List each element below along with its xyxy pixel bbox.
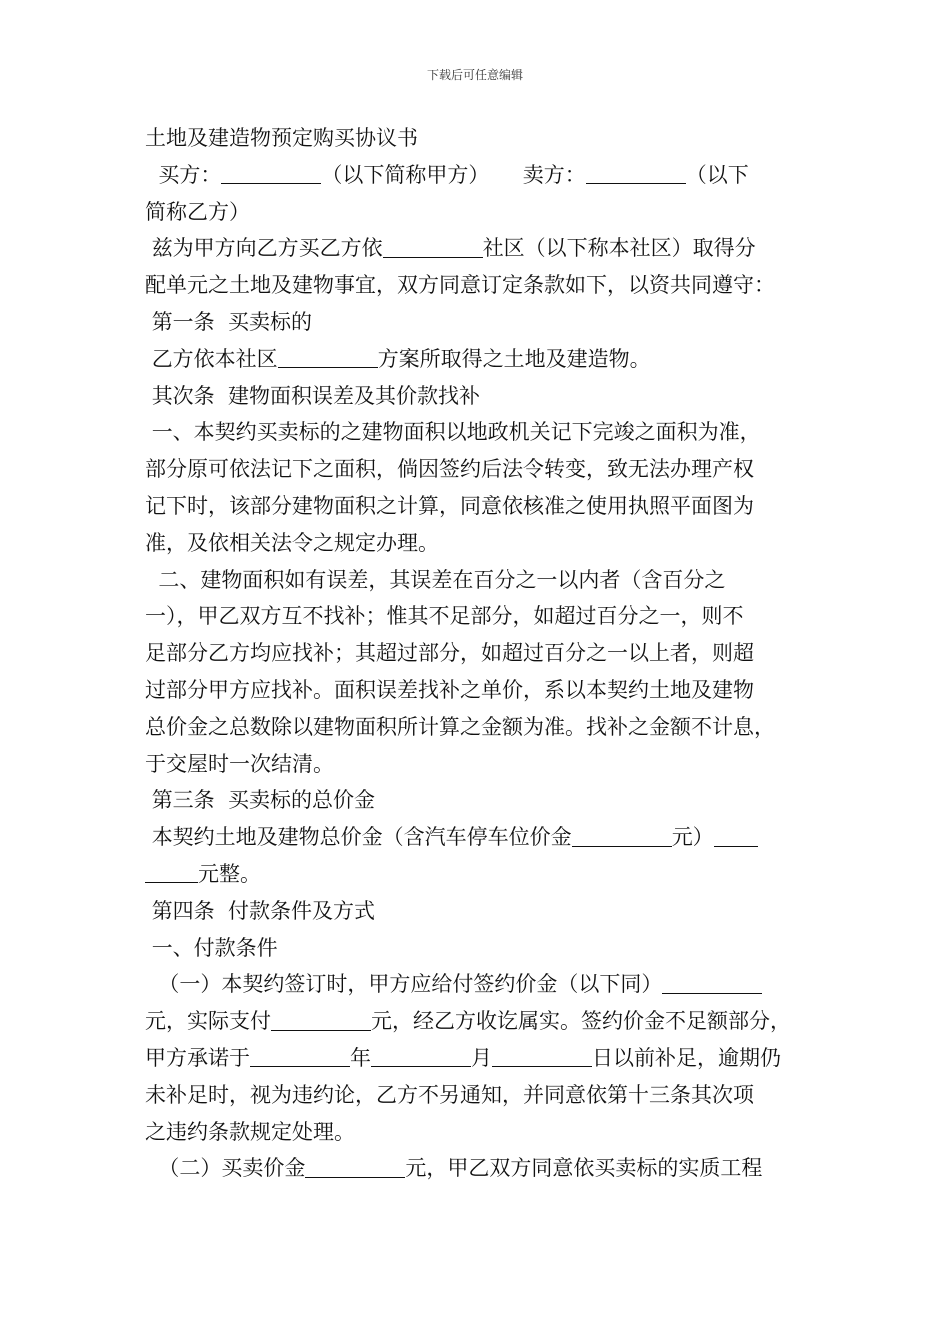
text-line — [145, 635, 807, 672]
fill-in-blank — [586, 161, 686, 184]
fill-in-blank — [383, 235, 483, 258]
text-line — [145, 709, 807, 746]
text-segment: 第三条 买卖标的总价金 — [145, 788, 376, 813]
fill-in-blank — [305, 1155, 405, 1178]
text-segment: 土地及建造物预定购买协议书 — [145, 126, 418, 150]
text-line — [145, 1077, 807, 1114]
text-line — [145, 194, 807, 231]
text-segment: 日以前补足，逾期仍 — [592, 1045, 781, 1070]
text-segment: 过部分甲方应找补。面积误差找补之单价，系以本契约土地及建物 — [145, 677, 754, 702]
page-header: 下载后可任意编辑 — [426, 68, 523, 82]
text-line — [145, 672, 807, 709]
text-segment: 其次条 建物面积误差及其价款找补 — [145, 383, 481, 408]
text-segment: 月 — [471, 1045, 492, 1070]
text-line — [145, 966, 807, 1003]
text-line — [145, 562, 807, 599]
text-line — [145, 378, 807, 415]
text-segment: 兹为甲方向乙方买乙方依 — [145, 236, 383, 261]
fill-in-blank — [492, 1044, 592, 1067]
fill-in-blank — [221, 161, 321, 184]
text-line — [145, 893, 807, 930]
text-line — [145, 1040, 807, 1077]
text-line — [145, 230, 807, 267]
text-line — [145, 856, 807, 893]
text-segment: 第四条 付款条件及方式 — [145, 898, 376, 923]
text-line — [145, 930, 807, 967]
fill-in-blank — [662, 971, 762, 994]
text-segment: 买方： — [145, 162, 222, 187]
text-segment: 准，及依相关法令之规定办理。 — [145, 530, 439, 555]
text-line — [145, 341, 807, 378]
text-line — [145, 1114, 807, 1151]
text-line — [145, 598, 807, 635]
text-segment: 年 — [350, 1045, 371, 1070]
text-segment: 未补足时，视为违约论，乙方不另通知，并同意依第十三条其次项 — [145, 1082, 754, 1107]
text-segment: 于交屋时一次结清。 — [145, 751, 334, 776]
text-segment: 一、付款条件 — [145, 935, 278, 960]
text-segment: （以下简称甲方） 卖方： — [321, 162, 586, 187]
text-segment: 总价金之总数除以建物面积所计算之金额为准。找补之金额不计息， — [145, 714, 775, 739]
text-line — [145, 451, 807, 488]
fill-in-blank — [145, 860, 198, 883]
text-segment: （一）本契约签订时，甲方应给付签约价金（以下同） — [145, 972, 663, 997]
fill-in-blank — [250, 1044, 350, 1067]
text-segment: 元整。 — [198, 861, 261, 886]
fill-in-blank — [714, 824, 758, 847]
text-segment: 一），甲乙双方互不找补；惟其不足部分，如超过百分之一，则不 — [145, 604, 744, 629]
text-segment: （二）买卖价金 — [145, 1156, 306, 1181]
text-segment: 乙方依本社区 — [145, 346, 278, 371]
text-line — [145, 782, 807, 819]
text-segment: 方案所取得之土地及建造物。 — [377, 346, 651, 371]
document-title — [145, 120, 807, 157]
text-line — [145, 1003, 807, 1040]
fill-in-blank — [371, 1044, 471, 1067]
text-line — [145, 304, 807, 341]
text-line — [145, 1150, 807, 1187]
text-segment: 元，经乙方收讫属实。签约价金不足额部分， — [371, 1009, 791, 1034]
text-segment: 一、本契约买卖标的之建物面积以地政机关记下完竣之面积为准， — [145, 420, 761, 445]
text-line — [145, 819, 807, 856]
text-segment: 部分原可依法记下之面积，倘因签约后法令转变，致无法办理产权 — [145, 457, 754, 482]
text-segment: 二、建物面积如有误差，其误差在百分之一以内者（含百分之 — [145, 567, 726, 592]
text-segment: 简称乙方） — [145, 199, 250, 224]
text-line — [145, 488, 807, 525]
fill-in-blank — [278, 345, 378, 368]
fill-in-blank — [572, 824, 672, 847]
text-line — [145, 157, 807, 194]
text-segment: 第一条 买卖标的 — [145, 309, 313, 334]
text-segment: 社区（以下称本社区）取得分 — [482, 236, 756, 261]
text-segment: 配单元之土地及建物事宜，双方同意订定条款如下，以资共同遵守： — [145, 273, 775, 298]
text-segment: 元） — [671, 825, 714, 850]
text-segment: （以下 — [685, 162, 749, 187]
text-line — [145, 267, 807, 304]
text-segment: 甲方承诺于 — [145, 1045, 250, 1070]
text-segment: 元，甲乙双方同意依买卖标的实质工程 — [405, 1156, 763, 1181]
text-segment: 之违约条款规定处理。 — [145, 1119, 355, 1144]
text-segment: 本契约土地及建物总价金（含汽车停车位价金 — [145, 825, 572, 850]
text-segment: 记下时，该部分建物面积之计算，同意依核准之使用执照平面图为 — [145, 493, 754, 518]
text-line — [145, 746, 807, 783]
agreement-body — [145, 120, 807, 1187]
text-segment: 元，实际支付 — [145, 1009, 271, 1034]
text-line — [145, 414, 807, 451]
text-line — [145, 525, 807, 562]
fill-in-blank — [271, 1008, 371, 1031]
text-segment: 足部分乙方均应找补；其超过部分，如超过百分之一以上者，则超 — [145, 641, 754, 666]
